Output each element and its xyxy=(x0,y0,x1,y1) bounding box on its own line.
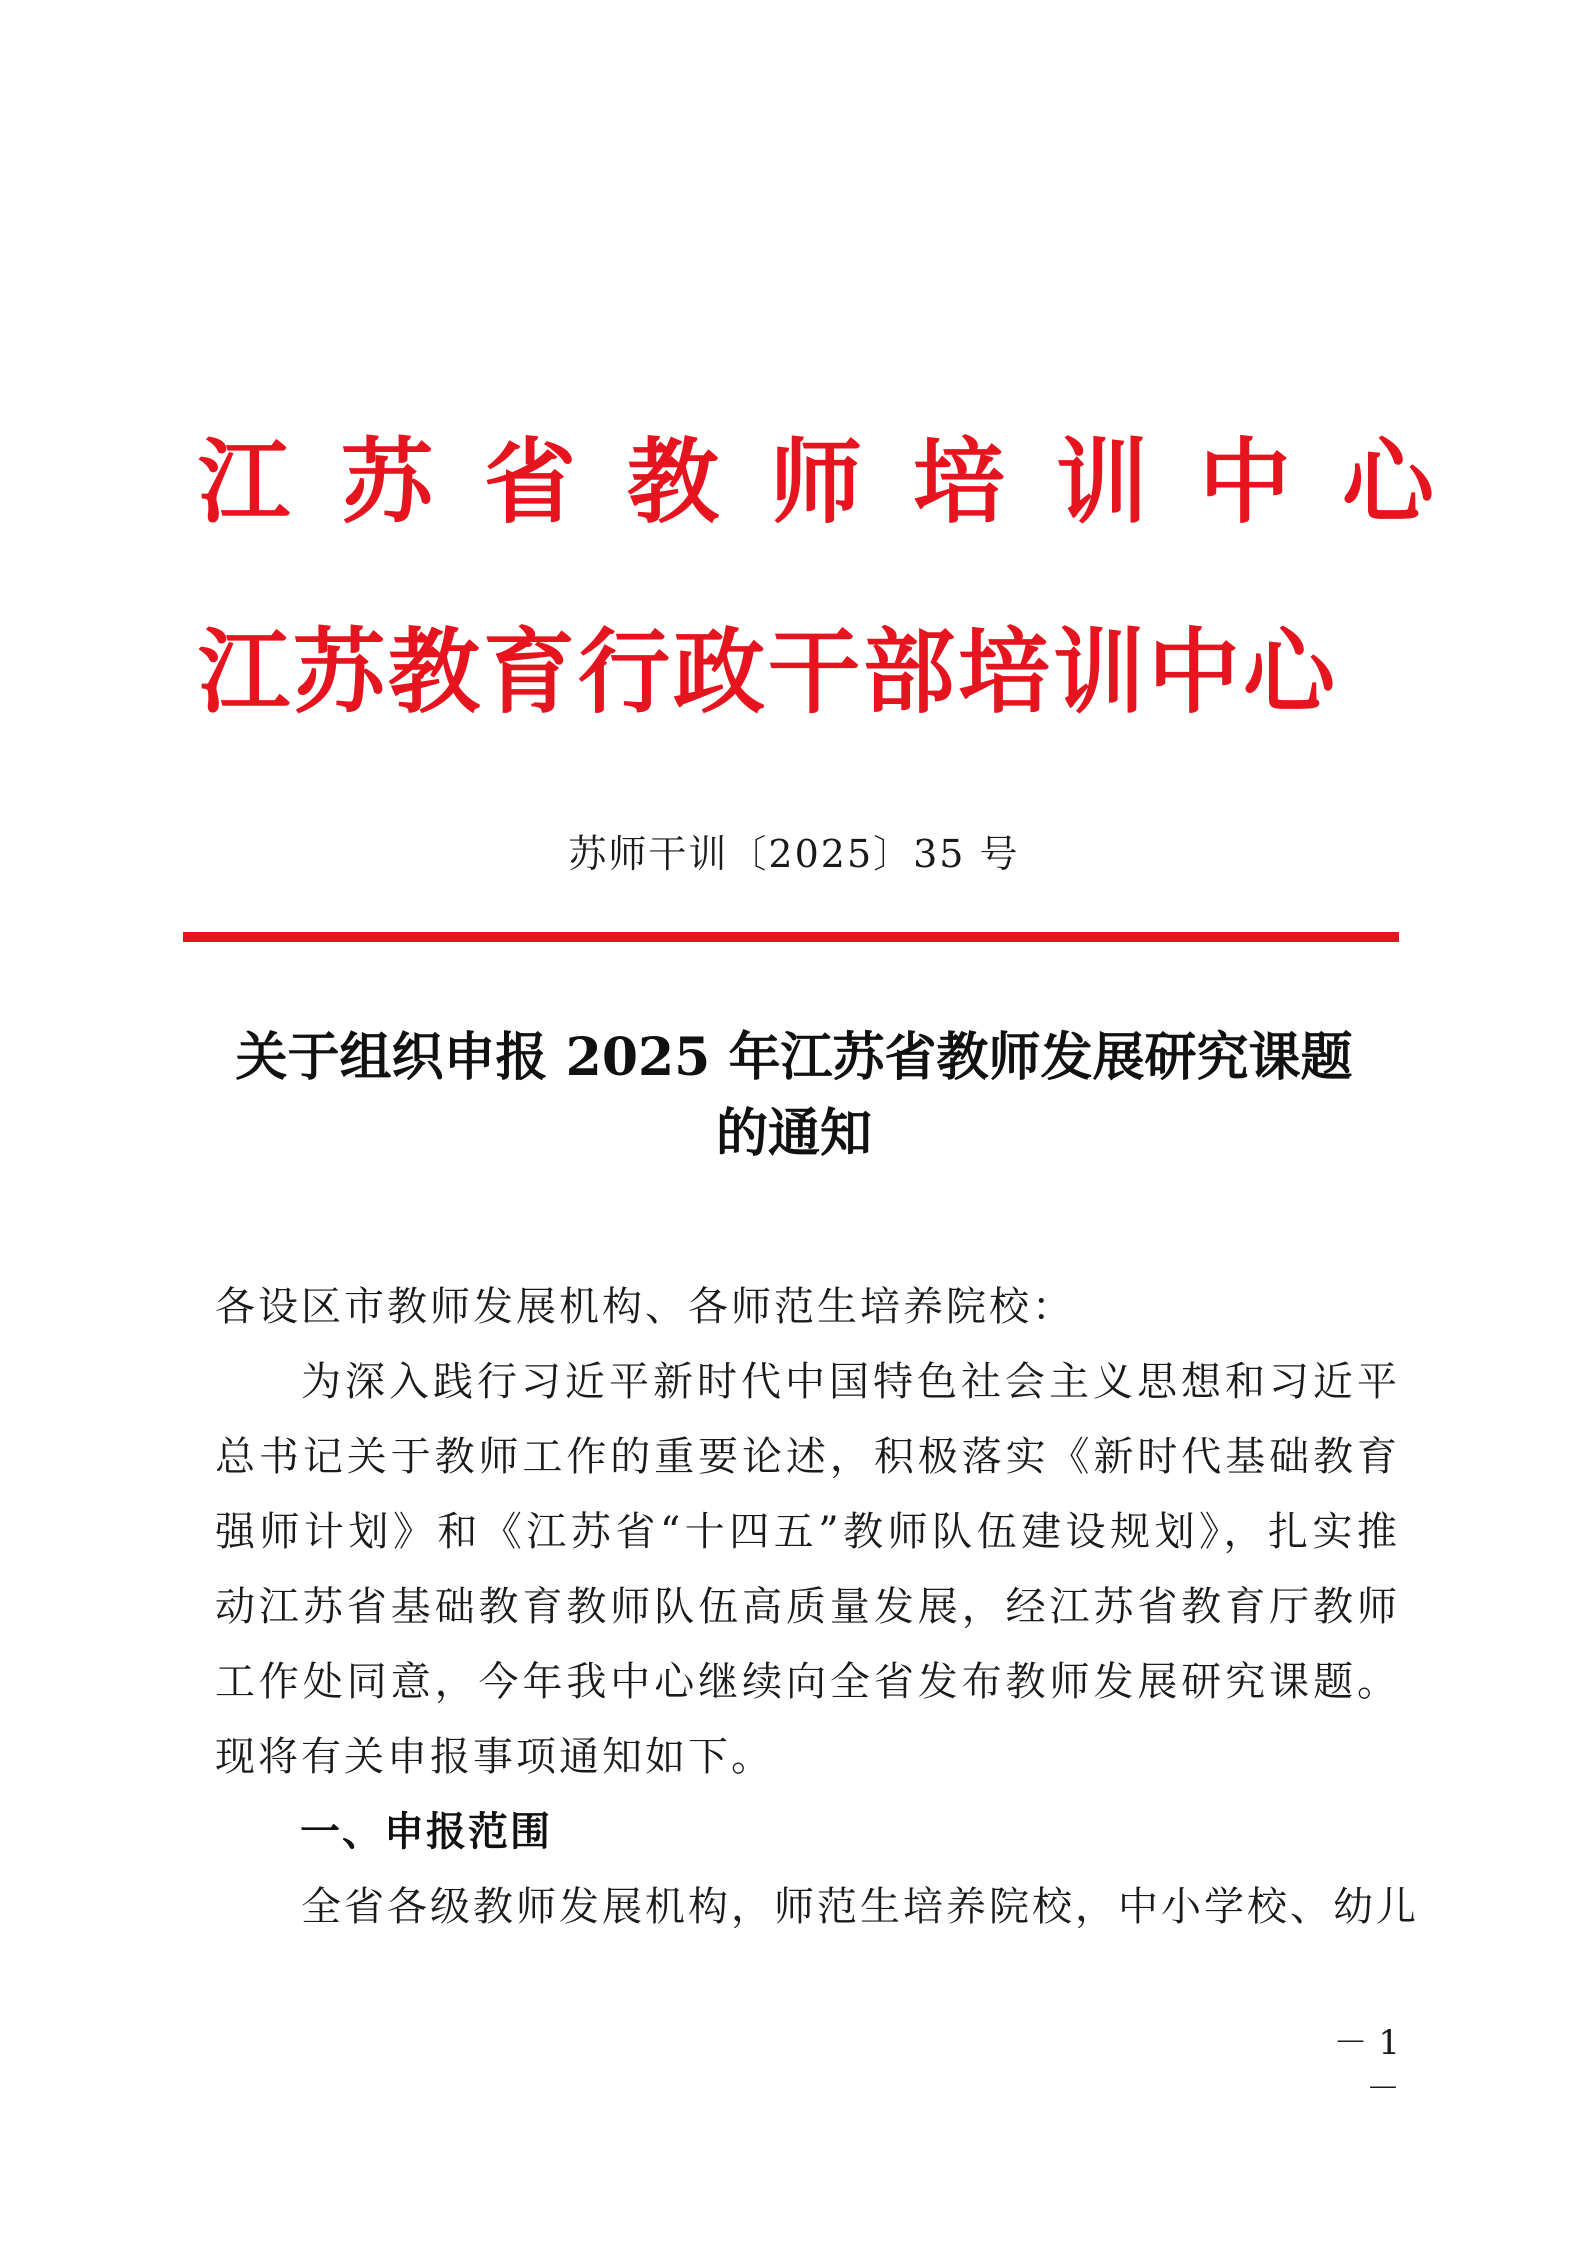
document-title-line-1: 关于组织申报 2025 年江苏省教师发展研究课题 xyxy=(235,1027,1353,1088)
issuing-org-line-2: 江苏教育行政干部培训中心 xyxy=(198,619,1339,726)
issuing-org-line-1: 江苏省教师培训中心 xyxy=(198,429,1486,536)
body-paragraph-1: 为深入践行习近平新时代中国特色社会主义思想和习近平总书记关于教师工作的重要论述，积极落实《新时代基础教育强师计划》和《江苏省“十四五”教师队伍建设规划》，扎实推动江苏省基础教育教师队伍高质量发展，经江苏省教育厅教师工作处同意，今年我中心继续向全省发布教师发展研究课题。现将有关申报事项通知如下。 xyxy=(215,1359,1400,1780)
section-heading-1: 一、申报范围 xyxy=(300,1809,552,1855)
body-paragraph-2: 全省各级教师发展机构，师范生培养院校，中小学校、幼儿 xyxy=(301,1884,1419,1930)
page-number: － 1 － xyxy=(1333,2023,1400,2109)
salutation: 各设区市教师发展机构、各师范生培养院校： xyxy=(215,1284,1075,1330)
red-header-divider xyxy=(183,932,1399,942)
document-title-line-2: 的通知 xyxy=(715,1103,872,1164)
document-title xyxy=(0,1020,1588,1172)
document-number: 苏师干训〔2025〕35 号 xyxy=(568,832,1020,876)
